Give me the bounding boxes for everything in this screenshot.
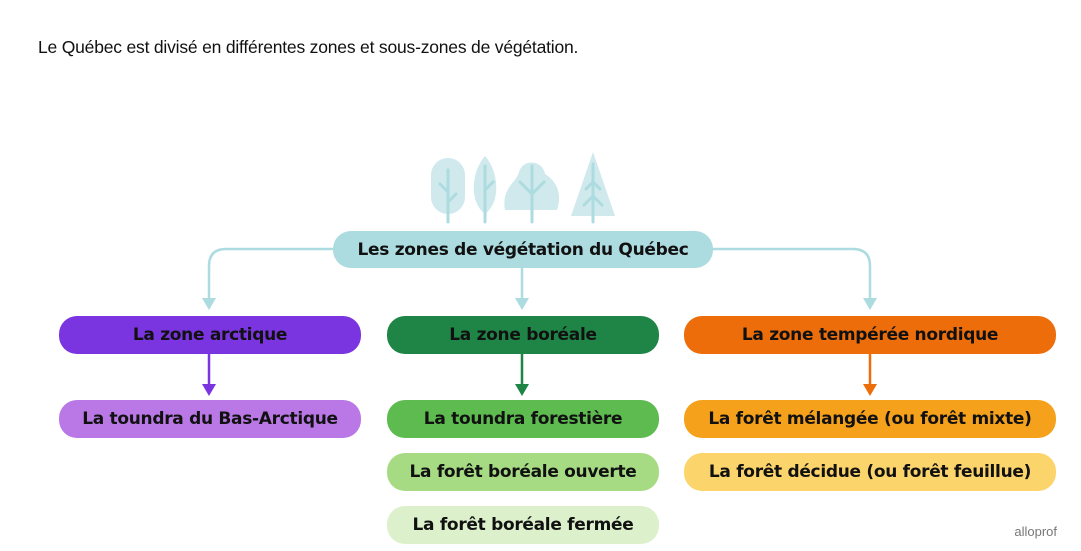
zone-temperate	[684, 316, 1056, 354]
connector-root-temperate	[712, 249, 870, 300]
arrow-temperate-sub	[863, 384, 877, 396]
arrow-arctic-sub	[202, 384, 216, 396]
intro-text: Le Québec est divisé en différentes zones et sous-zones de végétation.	[38, 37, 579, 57]
zone-boreal-label: La zone boréale	[449, 325, 597, 345]
arrow-boreal-sub	[515, 384, 529, 396]
subzone-label: La forêt décidue (ou forêt feuillue)	[708, 462, 1032, 482]
subzone-forest-tundra	[387, 400, 659, 438]
subzone-label: La toundra forestière	[423, 409, 623, 429]
zone-temperate-label: La zone tempérée nordique	[741, 325, 999, 345]
subzone-open-boreal-forest	[387, 453, 659, 491]
subzone-closed-boreal-forest	[387, 506, 659, 544]
arrow-root-boreal	[515, 298, 529, 310]
arrow-root-temperate	[863, 298, 877, 310]
subzone-bas-arctic-tundra	[59, 400, 361, 438]
root-node	[333, 231, 713, 268]
connector-root-arctic	[209, 249, 333, 300]
zone-boreal	[387, 316, 659, 354]
subzone-label: La toundra du Bas-Arctique	[82, 409, 338, 429]
subzone-label: La forêt mélangée (ou forêt mixte)	[708, 409, 1032, 429]
zone-arctic	[59, 316, 361, 354]
subzone-label: La forêt boréale fermée	[412, 515, 634, 535]
brand-logo: alloprof	[1014, 524, 1057, 539]
root-node-label: Les zones de végétation du Québec	[357, 239, 689, 260]
subzone-label: La forêt boréale ouverte	[409, 462, 637, 482]
zone-arctic-label: La zone arctique	[132, 325, 288, 345]
arrow-root-arctic	[202, 298, 216, 310]
subzone-mixed-forest	[684, 400, 1056, 438]
subzone-deciduous-forest	[684, 453, 1056, 491]
